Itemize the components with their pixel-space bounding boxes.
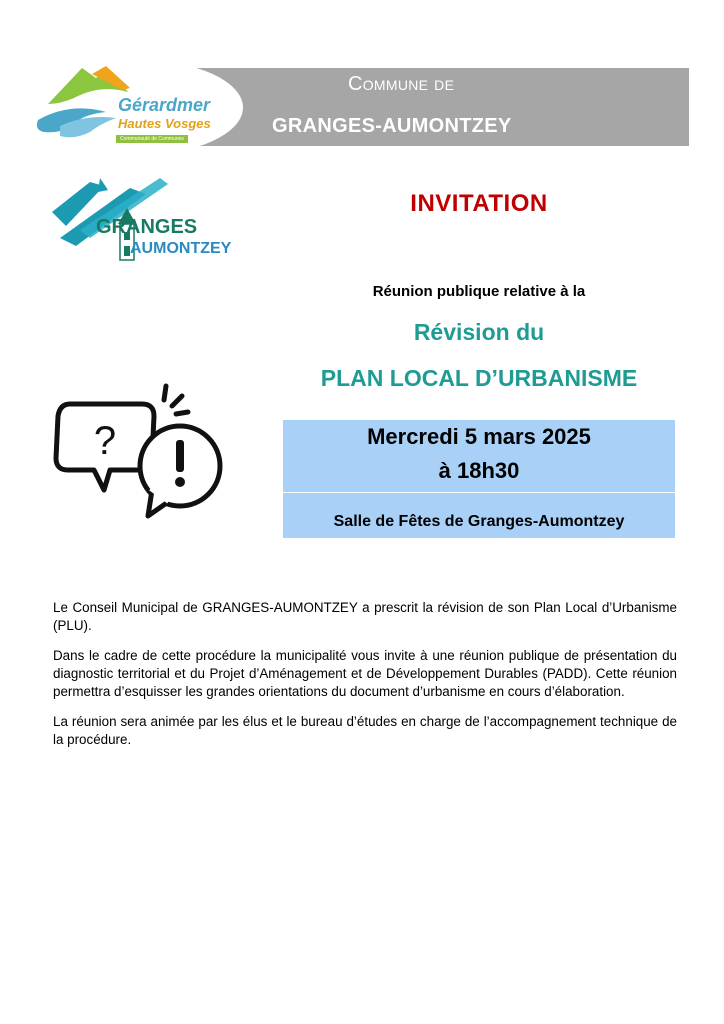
commune-label: Commune de: [348, 73, 455, 95]
body-paragraph-2: Dans le cadre de cette procédure la municipalité vous invite à une réunion publique de présentation du diagnostic territorial et du Projet d’Aménagement et de Développement Durables (PADD). Cette réunion permettra d’esquisser les grandes orientations du document d’urbanisme en cours d’élaboration.: [53, 648, 677, 699]
event-time: à 18h30: [438, 458, 520, 483]
revision-title: Révision du: [413, 319, 545, 345]
gerardmer-logo-tagline: Communauté de Communes: [116, 135, 188, 143]
granges-logo-line2: AUMONTZEY: [130, 240, 232, 257]
event-date: Mercredi 5 mars 2025: [367, 424, 591, 449]
question-exclamation-speech-bubbles-icon: [48, 378, 233, 528]
event-place: Salle de Fêtes de Granges-Aumontzey: [333, 513, 625, 530]
svg-text:?: ?: [93, 419, 117, 463]
invitation-heading: INVITATION: [410, 190, 548, 217]
meeting-intro: Réunion publique relative à la: [372, 283, 586, 300]
body-paragraph-1: Le Conseil Municipal de GRANGES-AUMONTZEY a prescrit la révision de son Plan Local d’Urbanisme (PLU).: [53, 600, 677, 633]
event-details-box: [283, 420, 675, 538]
event-divider: [283, 492, 675, 493]
commune-name: GRANGES-AUMONTZEY: [272, 115, 512, 137]
body-paragraph-3: La réunion sera animée par les élus et le bureau d’études en charge de l’accompagnement technique de la procédure.: [53, 714, 677, 747]
body-text: [53, 599, 677, 761]
gerardmer-logo-name: Gérardmer: [118, 95, 211, 115]
gerardmer-logo-subtitle: Hautes Vosges: [118, 116, 211, 131]
plu-title: PLAN LOCAL D’URBANISME: [320, 365, 638, 391]
granges-logo-line1: GRANGES: [96, 216, 198, 238]
